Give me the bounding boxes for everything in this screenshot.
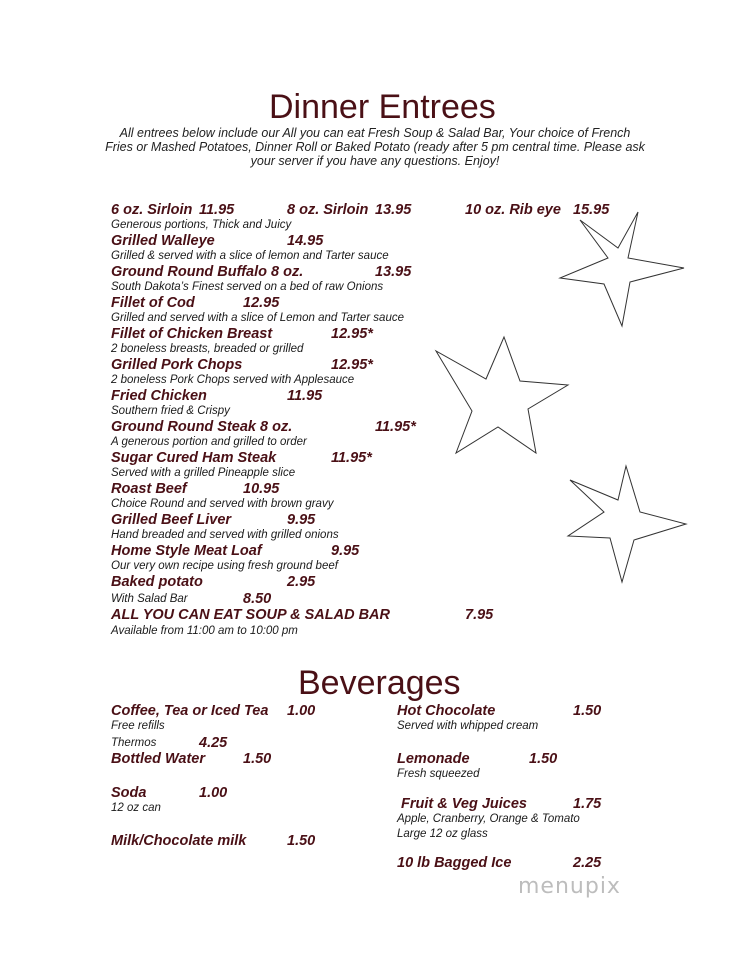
juices-desc: Apple, Cranberry, Orange & Tomato [397,813,580,825]
star-icon [432,333,572,458]
ice-price: 2.25 [573,855,602,871]
water-price: 1.50 [243,751,272,767]
sirloin-desc: Generous portions, Thick and Juicy [111,219,292,231]
salad-bar-price: 7.95 [465,607,494,623]
coffee-desc: Free refills [111,720,165,732]
entree-name: Grilled Pork Chops [111,357,243,373]
entree-name: Fillet of Chicken Breast [111,326,273,342]
hot-chocolate-price: 1.50 [573,703,602,719]
soda-price: 1.00 [199,785,228,801]
entree-price: 11.95 [287,388,323,404]
thermos-label: Thermos [111,737,157,749]
salad-bar-desc: Available from 11:00 am to 10:00 pm [111,625,298,637]
entree-desc: A generous portion and grilled to order [111,436,307,448]
beverages-title: Beverages [298,664,461,702]
lemonade-price: 1.50 [529,751,558,767]
entree-desc: Grilled and served with a slice of Lemon and Tarter sauce [111,312,404,324]
entree-name: Grilled Beef Liver [111,512,232,528]
ribeye-name: 10 oz. Rib eye [465,202,561,218]
entree-price: 14.95 [287,233,324,249]
ribeye-price: 15.95 [573,202,610,218]
soda-desc: 12 oz can [111,802,161,814]
entree-price: 12.95 [243,295,280,311]
entree-name: Grilled Walleye [111,233,215,249]
entree-desc: With Salad Bar [111,593,188,605]
entree-desc: 2 boneless Pork Chops served with Applesauce [111,374,355,386]
lemonade-name: Lemonade [397,751,470,767]
star-icon [556,208,696,328]
entree-price: 11.95* [331,450,372,466]
entree-price: 13.95 [375,264,412,280]
entree-name: Ground Round Buffalo 8 oz. [111,264,304,280]
entree-desc: Grilled & served with a slice of lemon and Tarter sauce [111,250,389,262]
thermos-price: 4.25 [199,735,228,751]
entree-price: 2.95 [287,574,316,590]
hot-chocolate-desc: Served with whipped cream [397,720,539,732]
lemonade-desc: Fresh squeezed [397,768,480,780]
entree-price: 9.95 [287,512,316,528]
milk-price: 1.50 [287,833,316,849]
entree-price: 11.95* [375,419,416,435]
dinner-intro: All entrees below include our All you can eat Fresh Soup & Salad Bar, Your choice of French Fries or Mashed Potatoes, Dinner Roll or Baked Potato (ready after 5 pm central time. Please ask your server if you have any questions. Enjoy! [105,126,645,168]
entree-price: 12.95* [331,326,373,342]
entree-price: 12.95* [331,357,373,373]
menupix-watermark: menupix [518,874,621,899]
sirloin-8-name: 8 oz. Sirloin [287,202,369,218]
sirloin-8-price: 13.95 [375,202,412,218]
dinner-title: Dinner Entrees [269,88,496,126]
salad-bar-name: ALL YOU CAN EAT SOUP & SALAD BAR [111,607,391,623]
entree-name: Fried Chicken [111,388,207,404]
juices-desc-2: Large 12 oz glass [397,828,488,840]
entree-name: Baked potato [111,574,203,590]
soda-name: Soda [111,785,147,801]
entree-name: Fillet of Cod [111,295,195,311]
entree-name: Sugar Cured Ham Steak [111,450,277,466]
star-icon [564,462,694,587]
juices-name: Fruit & Veg Juices [401,796,527,812]
entree-price: 10.95 [243,481,280,497]
entree-desc: Served with a grilled Pineapple slice [111,467,296,479]
hot-chocolate-name: Hot Chocolate [397,703,496,719]
sirloin-6-price: 11.95 [199,202,235,218]
entree-name: Ground Round Steak 8 oz. [111,419,293,435]
entree-price: 9.95 [331,543,360,559]
entree-desc: 2 boneless breasts, breaded or grilled [111,343,304,355]
coffee-name: Coffee, Tea or Iced Tea [111,703,269,719]
juices-price: 1.75 [573,796,602,812]
entree-desc: Hand breaded and served with grilled onions [111,529,339,541]
entree-desc: South Dakota’s Finest served on a bed of raw Onions [111,281,384,293]
entree-desc: Our very own recipe using fresh ground beef [111,560,338,572]
entree-name: Home Style Meat Loaf [111,543,262,559]
entree-desc: Choice Round and served with brown gravy [111,498,334,510]
milk-name: Milk/Chocolate milk [111,833,247,849]
entree-name: Roast Beef [111,481,187,497]
ice-name: 10 lb Bagged Ice [397,855,512,871]
water-name: Bottled Water [111,751,205,767]
entree-desc-price: 8.50 [243,591,272,607]
coffee-price: 1.00 [287,703,316,719]
entree-desc: Southern fried & Crispy [111,405,230,417]
sirloin-6-name: 6 oz. Sirloin [111,202,193,218]
